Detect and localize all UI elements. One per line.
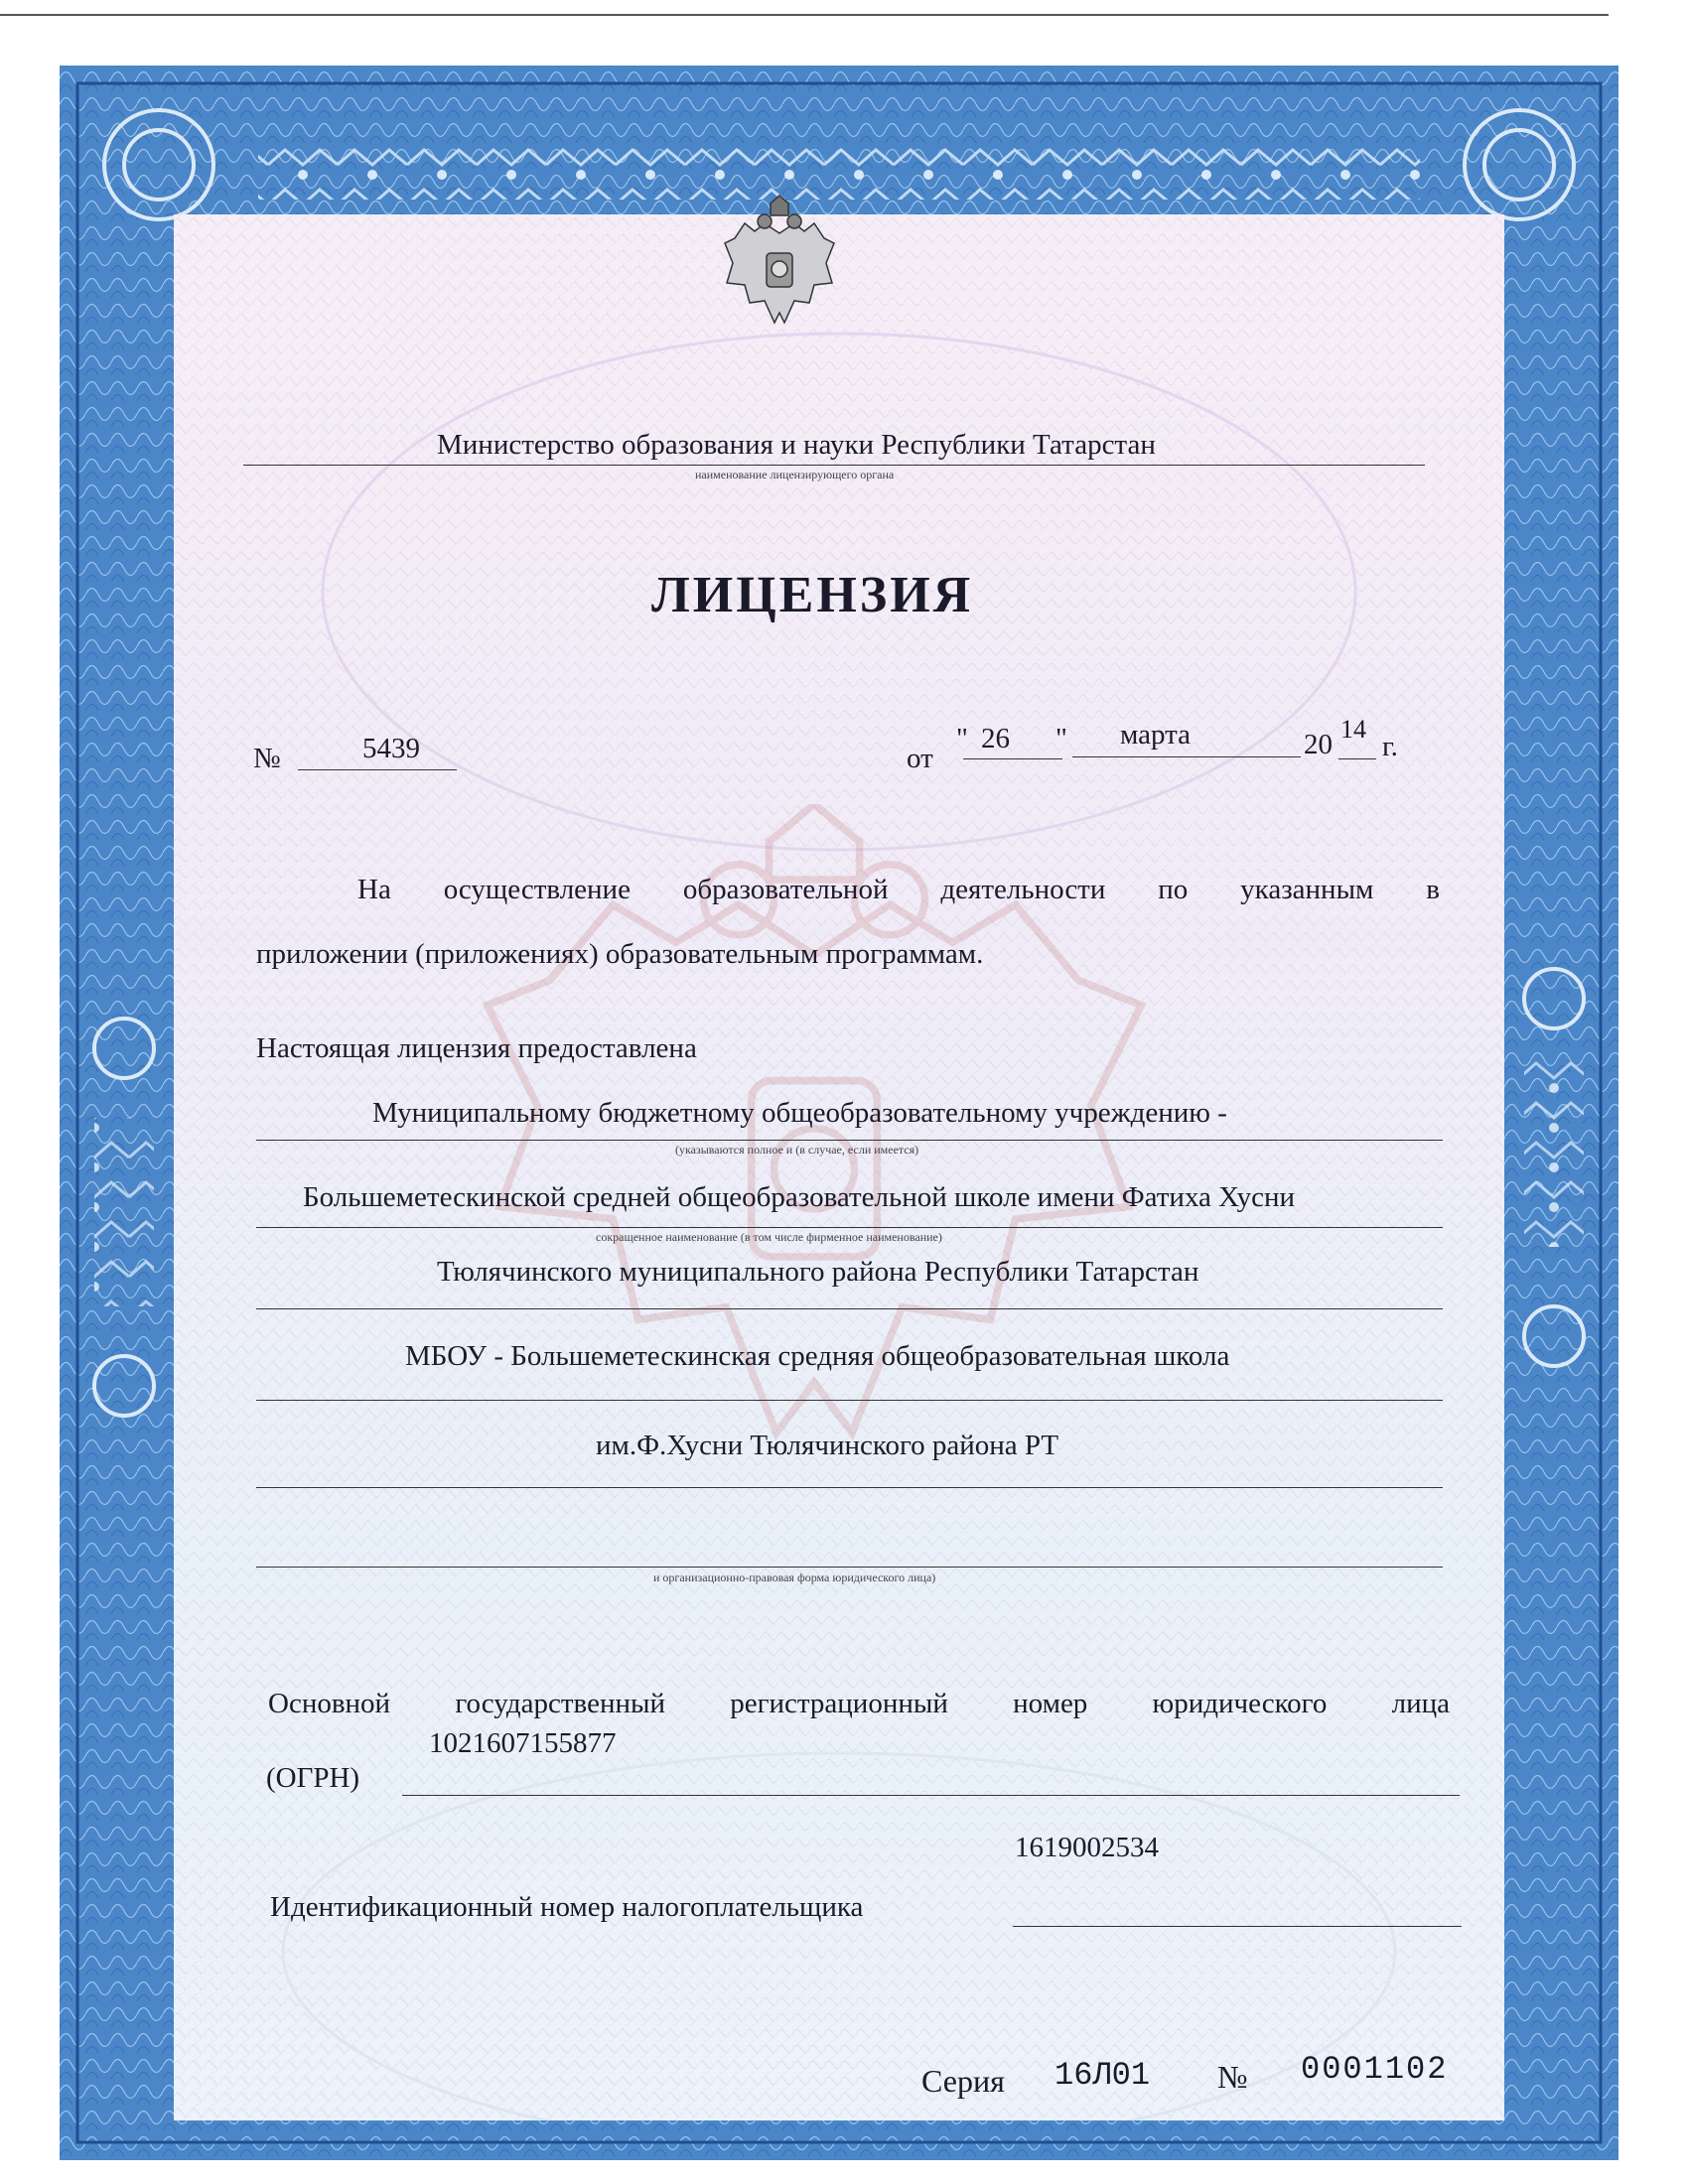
authority-underline	[243, 465, 1425, 466]
license-number-sign: №	[253, 743, 281, 774]
date-year-prefix: 20	[1304, 729, 1333, 760]
form-series-label: Серия	[921, 2063, 1005, 2099]
license-number-underline	[298, 769, 457, 770]
date-day: 26	[981, 723, 1010, 754]
licensee-underline-5	[256, 1487, 1443, 1488]
inn-value: 1619002534	[1015, 1832, 1159, 1863]
form-number-sign: №	[1217, 2059, 1248, 2095]
form-number: 0001102	[1301, 2051, 1449, 2088]
date-quote-close: "	[1055, 723, 1067, 754]
scan-edge-line	[0, 14, 1609, 16]
licensee-caption-1: (указываются полное и (в случае, если имеется)	[675, 1143, 919, 1157]
purpose-line-1: На осуществление образовательной деятельности по указанным в	[357, 874, 1440, 905]
date-suffix: г.	[1382, 731, 1398, 762]
date-month: марта	[1120, 719, 1192, 751]
coat-of-arms-icon	[705, 194, 854, 342]
licensee-underline-6	[256, 1567, 1443, 1568]
date-year-underline	[1338, 758, 1376, 759]
authority-name: Министерство образования и науки Республики Татарстан	[437, 429, 1156, 461]
licensee-name-line-5: им.Ф.Хусни Тюлячинского района РТ	[596, 1430, 1059, 1461]
licensee-underline-1	[256, 1140, 1443, 1141]
date-day-underline	[963, 758, 1062, 759]
inn-label: Идентификационный номер налогоплательщика	[270, 1891, 864, 1923]
ogrn-label-line-1: Основной государственный регистрационный номер юридического лица	[268, 1688, 1450, 1719]
purpose-line-2: приложении (приложениях) образовательным программам.	[256, 938, 984, 970]
date-prefix: от	[907, 743, 933, 774]
license-number: 5439	[362, 733, 420, 764]
license-title: ЛИЦЕНЗИЯ	[651, 567, 974, 623]
inn-underline	[1013, 1926, 1462, 1927]
licensee-name-line-2: Большеметескинской средней общеобразовательной школе имени Фатиха Хусни	[303, 1181, 1295, 1213]
authority-caption: наименование лицензирующего органа	[695, 468, 895, 481]
licensee-underline-2	[256, 1227, 1443, 1228]
date-quote-open: "	[956, 723, 968, 754]
licensee-underline-3	[256, 1308, 1443, 1309]
ogrn-label-line-2: (ОГРН)	[266, 1762, 360, 1794]
ogrn-value: 1021607155877	[429, 1727, 617, 1759]
form-series: 16Л01	[1055, 2057, 1151, 2094]
date-year-suffix: 14	[1340, 715, 1366, 744]
licensee-caption-3: и организационно-правовая форма юридического лица)	[653, 1570, 936, 1584]
date-month-underline	[1072, 756, 1301, 757]
ogrn-underline	[402, 1795, 1460, 1796]
licensee-name-line-3: Тюлячинского муниципального района Республики Татарстан	[437, 1256, 1199, 1288]
granted-label: Настоящая лицензия предоставлена	[256, 1032, 697, 1064]
licensee-name-line-1: Муниципальному бюджетному общеобразовательному учреждению -	[372, 1097, 1227, 1129]
licensee-underline-4	[256, 1400, 1443, 1401]
licensee-caption-2: сокращенное наименование (в том числе фирменное наименование)	[596, 1230, 942, 1244]
licensee-name-line-4: МБОУ - Большеметескинская средняя общеобразовательная школа	[405, 1340, 1230, 1372]
